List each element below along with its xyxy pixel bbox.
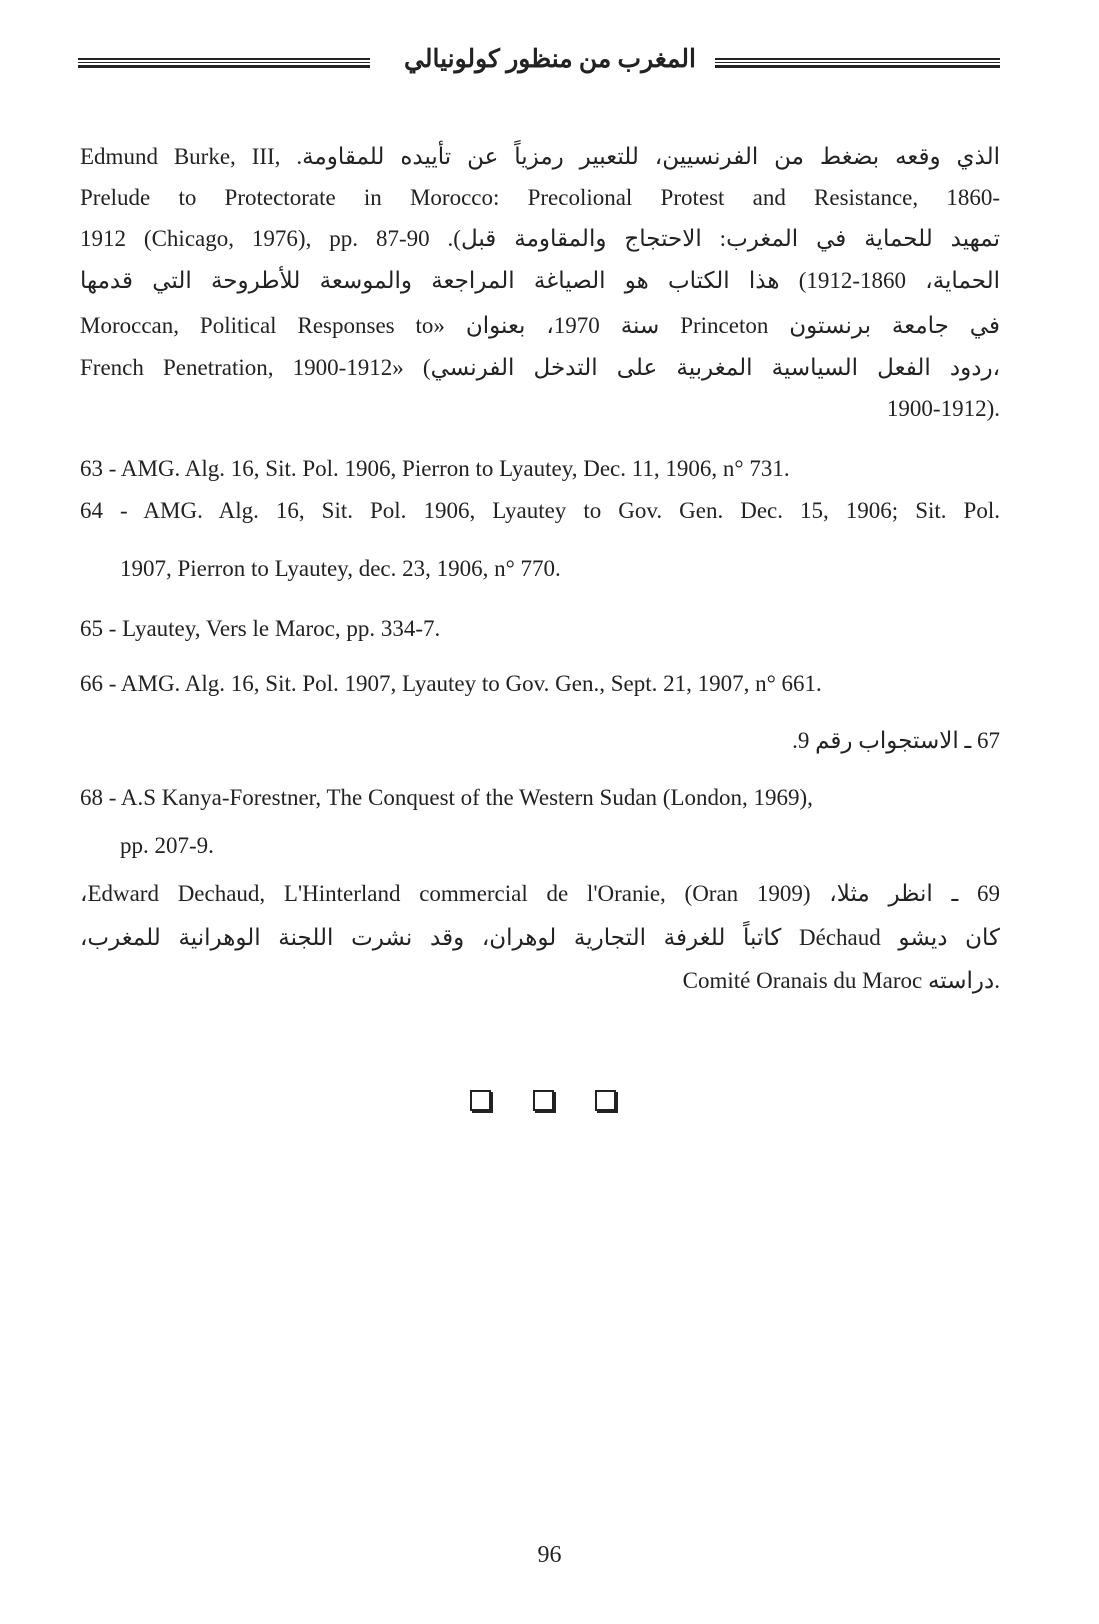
- header-rule-right: [715, 58, 1000, 72]
- continuation-line-2: Prelude to Protectorate in Morocco: Precolional Protest and Resistance, 1860-: [80, 185, 1000, 210]
- footnote-68-cont: pp. 207-9.: [120, 833, 214, 858]
- page-number: 96: [537, 1542, 562, 1568]
- footnote-65: 65 - Lyautey, Vers le Maroc, pp. 334-7.: [80, 616, 441, 641]
- continuation-line-7: 1900-1912).: [886, 396, 1000, 421]
- end-ornament-square: [470, 1090, 491, 1111]
- footnote-68: 68 - A.S Kanya-Forestner, The Conquest of the Western Sudan (London, 1969),: [80, 785, 813, 810]
- footnote-69-cont-2: Comité Oranais du Maroc دراسته.: [682, 968, 1000, 993]
- footnote-64: 64 - AMG. Alg. 16, Sit. Pol. 1906, Lyautey to Gov. Gen. Dec. 15, 1906; Sit. Pol.: [80, 498, 1000, 523]
- end-ornament-square: [595, 1090, 616, 1111]
- footnote-67: 67 ـ الاستجواب رقم 9.: [792, 728, 1000, 753]
- footnote-69: 69 ـ انظر مثلا، Edward Dechaud, L'Hinterland commercial de l'Oranie, (Oran 1909)،: [80, 881, 1000, 906]
- header-rule-left: [78, 58, 370, 72]
- continuation-line-1: Edmund Burke, III, .الذي وقعه بضغط من الفرنسيين، للتعبير رمزياً عن تأييده للمقاومة: [80, 144, 1000, 169]
- footnote-63: 63 - AMG. Alg. 16, Sit. Pol. 1906, Pierron to Lyautey, Dec. 11, 1906, n° 731.: [80, 456, 790, 481]
- continuation-line-5: في جامعة برنستون Princeton سنة 1970، بعنوان «Moroccan, Political Responses to: [80, 313, 1000, 338]
- footnote-66: 66 - AMG. Alg. 16, Sit. Pol. 1907, Lyautey to Gov. Gen., Sept. 21, 1907, n° 661.: [80, 671, 822, 696]
- footnote-69-cont-1: كان ديشو Déchaud كاتباً للغرفة التجارية لوهران، وقد نشرت اللجنة الوهرانية للمغرب،: [80, 925, 1000, 950]
- running-header: المغرب من منظور كولونيالي: [404, 46, 696, 73]
- continuation-line-3: 1912 (Chicago, 1976), pp. 87-90 .(تمهيد للحماية في المغرب: الاحتجاج والمقاومة قبل: [80, 226, 1000, 251]
- end-ornament-square: [533, 1090, 554, 1111]
- continuation-line-4: الحماية، 1860-1912) هذا الكتاب هو الصياغة المراجعة والموسعة للأطروحة التي قدمها: [80, 268, 1000, 293]
- footnote-64-cont: 1907, Pierron to Lyautey, dec. 23, 1906, n° 770.: [120, 556, 561, 581]
- continuation-line-6: French Penetration, 1900-1912» (ردود الفعل السياسية المغربية على التدخل الفرنسي،: [80, 355, 1000, 380]
